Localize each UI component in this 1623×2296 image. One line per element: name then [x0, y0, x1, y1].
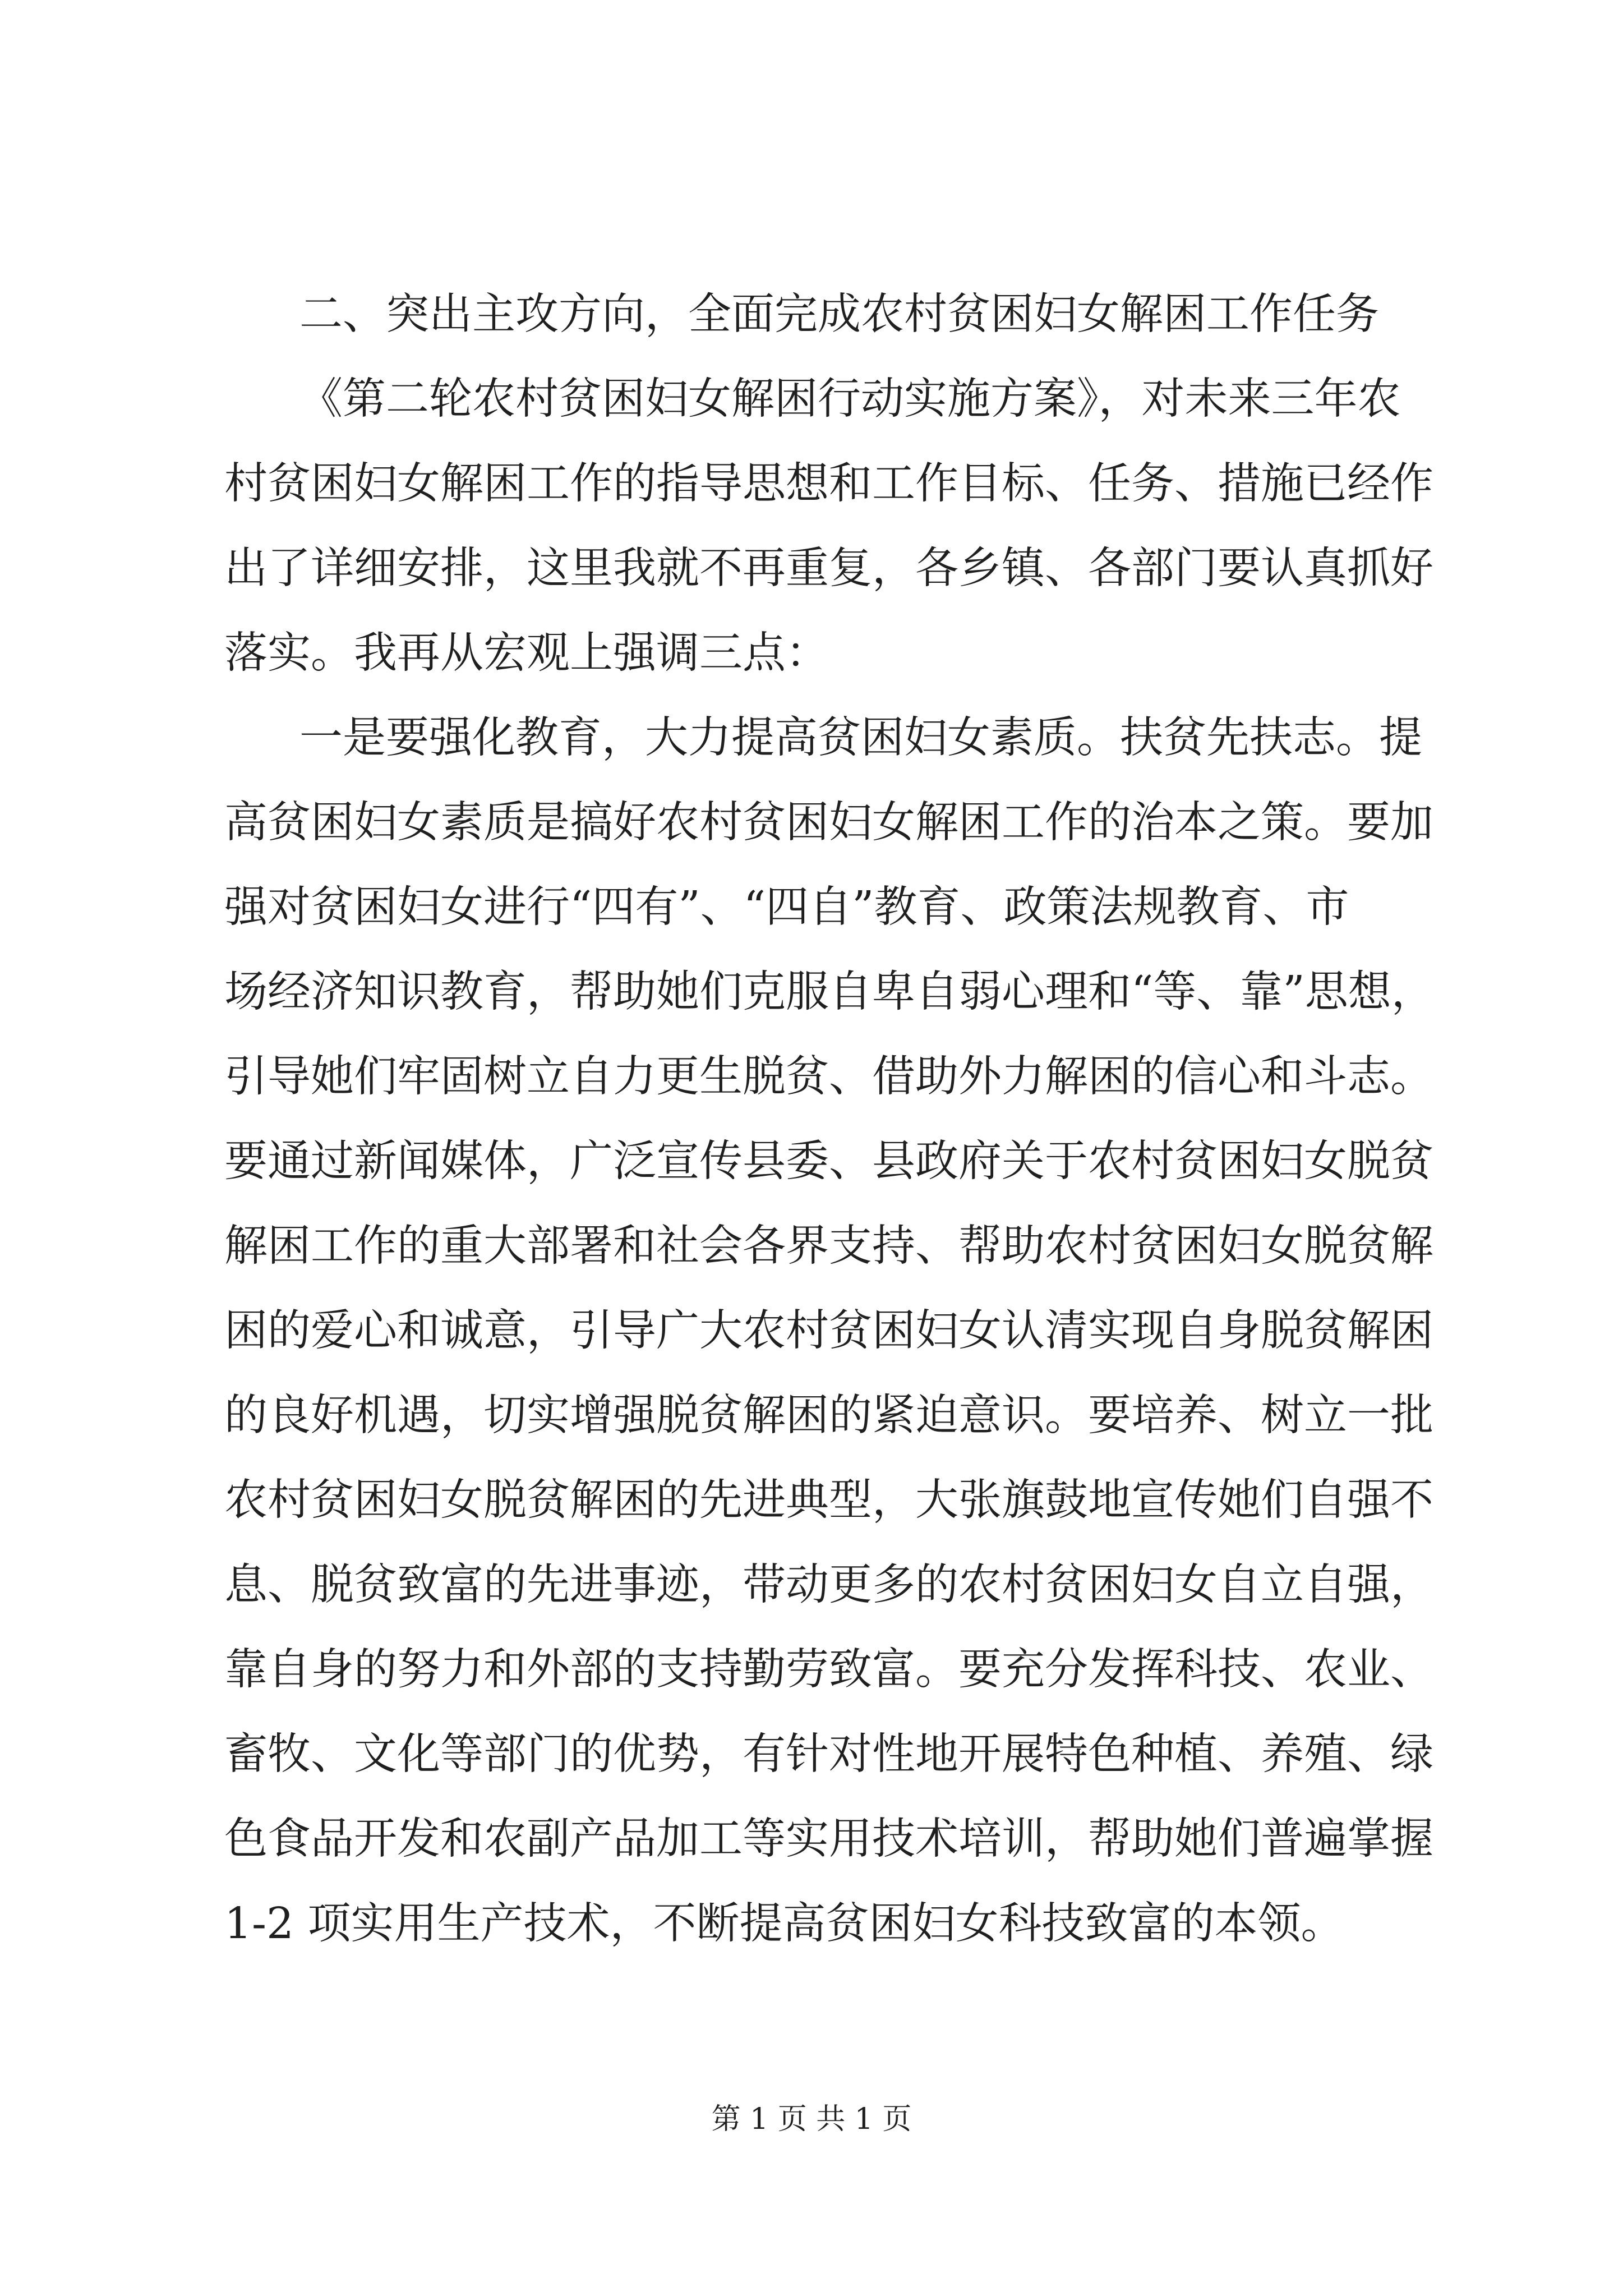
- paragraph-line: 一是要强化教育，大力提高贫困妇女素质。扶贫先扶志。提: [299, 713, 1422, 763]
- paragraph-line: 强对贫困妇女进行“四有”、“四自”教育、政策法规教育、市: [224, 882, 1349, 932]
- paragraph-line: 色食品开发和农副产品加工等实用技术培训，帮助她们普遍掌握: [224, 1814, 1433, 1864]
- paragraph-line: 落实。我再从宏观上强调三点：: [224, 628, 829, 678]
- paragraph-line: 高贫困妇女素质是搞好农村贫困妇女解困工作的治本之策。要加: [224, 798, 1433, 848]
- paragraph-line: 村贫困妇女解困工作的指导思想和工作目标、任务、措施已经作: [224, 459, 1433, 509]
- paragraph-line: 的良好机遇，切实增强脱贫解困的紧迫意识。要培养、树立一批: [224, 1391, 1433, 1441]
- paragraph-line: 要通过新闻媒体，广泛宣传县委、县政府关于农村贫困妇女脱贫: [224, 1137, 1433, 1186]
- paragraph-line: 出了详细安排，这里我就不再重复，各乡镇、各部门要认真抓好: [224, 544, 1433, 593]
- paragraph-line: 息、脱贫致富的先进事迹，带动更多的农村贫困妇女自立自强，: [224, 1560, 1433, 1610]
- paragraph-line: 《第二轮农村贫困妇女解困行动实施方案》，对未来三年农: [299, 374, 1401, 424]
- paragraph-line: 畜牧、文化等部门的优势，有针对性地开展特色种植、养殖、绿: [224, 1729, 1433, 1779]
- paragraph-line: 农村贫困妇女脱贫解困的先进典型，大张旗鼓地宣传她们自强不: [224, 1475, 1433, 1525]
- section-heading: 二、突出主攻方向，全面完成农村贫困妇女解困工作任务: [299, 289, 1379, 339]
- paragraph-line: 困的爱心和诚意，引导广大农村贫困妇女认清实现自身脱贫解困: [224, 1306, 1433, 1356]
- paragraph-line: 解困工作的重大部署和社会各界支持、帮助农村贫困妇女脱贫解: [224, 1221, 1433, 1271]
- page-number-footer: 第 1 页 共 1 页: [711, 2102, 912, 2136]
- paragraph-line: 场经济知识教育，帮助她们克服自卑自弱心理和“等、靠”思想，: [224, 967, 1435, 1017]
- paragraph-line: 1-2 项实用生产技术，不断提高贫困妇女科技致富的本领。: [224, 1899, 1344, 1949]
- paragraph-line: 引导她们牢固树立自力更生脱贫、借助外力解困的信心和斗志。: [224, 1052, 1433, 1102]
- paragraph-line: 靠自身的努力和外部的支持勤劳致富。要充分发挥科技、农业、: [224, 1645, 1433, 1695]
